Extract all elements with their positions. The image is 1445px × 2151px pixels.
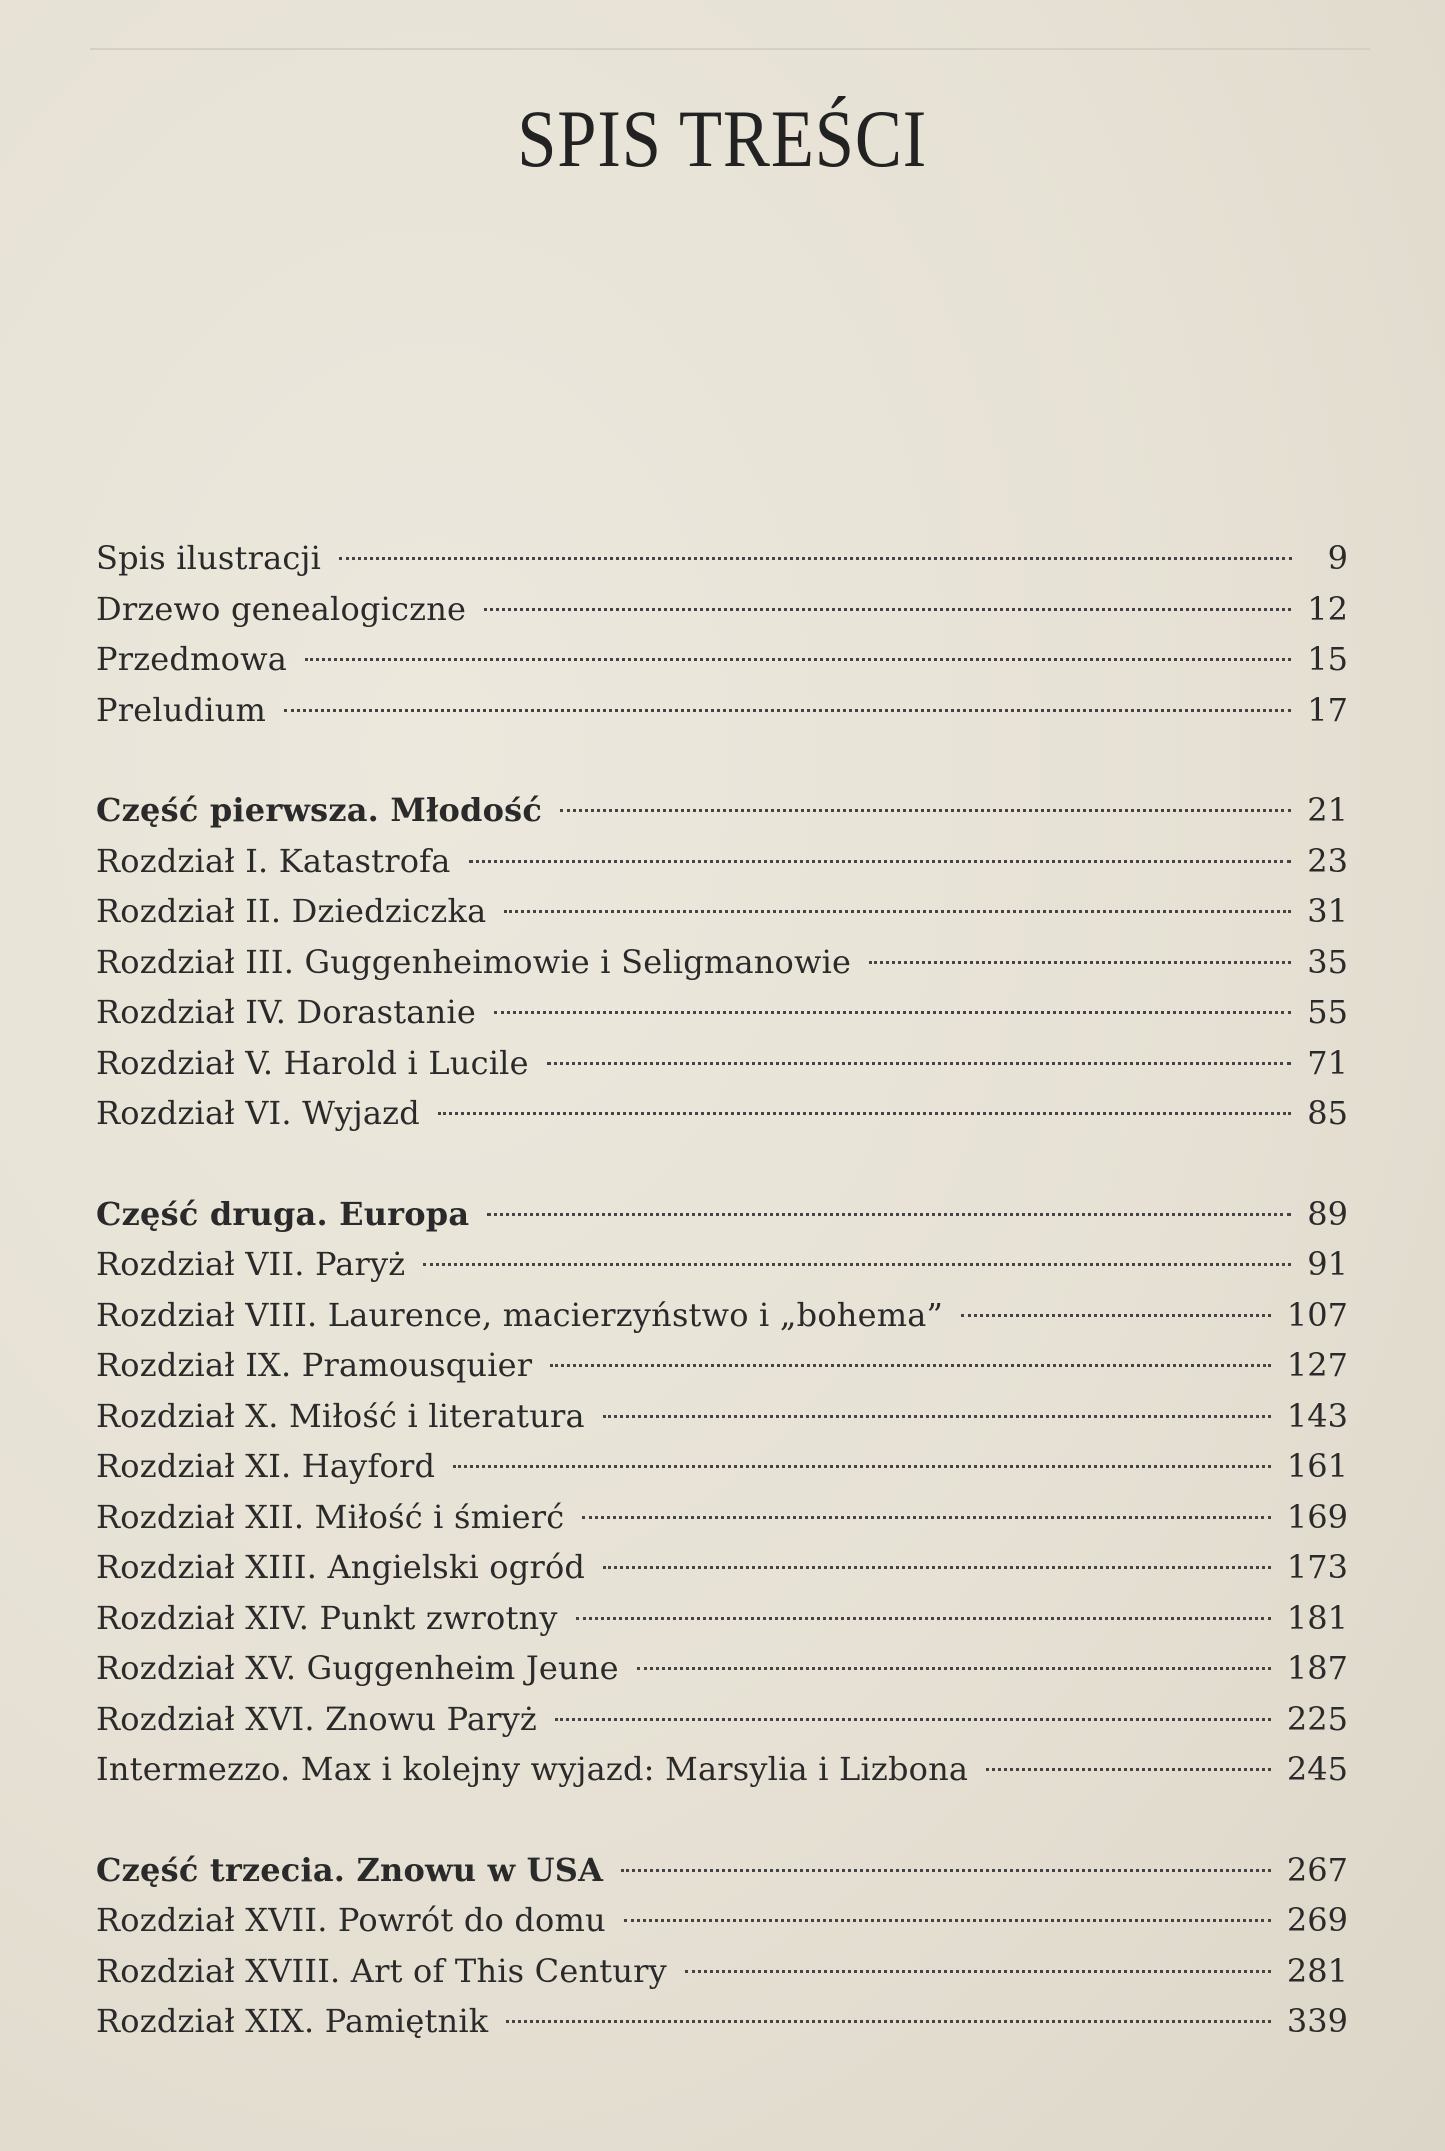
toc-entry-label: Rozdział XII. Miłość i śmierć (96, 1497, 565, 1536)
dot-leader (504, 910, 1291, 913)
dot-leader (986, 1768, 1271, 1771)
toc-page-number: 12 (1307, 589, 1348, 628)
toc-entry-label: Rozdział XIII. Angielski ogród (96, 1548, 586, 1586)
toc-entry-label: Rozdział XI. Hayford (96, 1447, 436, 1485)
dot-leader (438, 1112, 1291, 1115)
toc-page-number: 169 (1286, 1497, 1348, 1536)
toc-entry-label: Rozdział XVI. Znowu Paryż (96, 1699, 537, 1738)
toc-page-number: 281 (1286, 1951, 1348, 1990)
dot-leader (624, 1919, 1271, 1922)
toc-entry (96, 533, 1348, 584)
toc-entry (96, 1290, 1348, 1341)
toc-entry (96, 1895, 1348, 1946)
dot-leader (339, 557, 1292, 560)
table-of-contents (96, 533, 1348, 2097)
toc-entry (96, 1038, 1348, 1089)
toc-page-number: 173 (1286, 1548, 1348, 1586)
toc-entry-label: Rozdział VII. Paryż (96, 1245, 406, 1283)
toc-entry (96, 987, 1348, 1038)
toc-page-number: 127 (1286, 1346, 1348, 1384)
toc-page-number: 161 (1286, 1447, 1348, 1485)
toc-part-heading (96, 1845, 1348, 1896)
toc-part-heading (96, 785, 1348, 836)
page-title: SPIS TREŚCI (517, 93, 928, 184)
toc-section (96, 533, 1348, 735)
toc-entry-label: Rozdział II. Dziedziczka (96, 892, 487, 930)
toc-entry-label: Część druga. Europa (96, 1194, 470, 1233)
toc-page-number: 181 (1286, 1598, 1348, 1637)
toc-section (96, 785, 1348, 1139)
toc-page-number: 55 (1307, 993, 1348, 1031)
toc-page-number: 245 (1286, 1750, 1348, 1788)
toc-page-number: 71 (1307, 1043, 1348, 1082)
toc-entry (96, 1643, 1348, 1694)
dot-leader (869, 961, 1291, 964)
toc-page-number: 267 (1286, 1850, 1348, 1889)
toc-entry-label: Rozdział X. Miłość i literatura (96, 1396, 585, 1435)
dot-leader (305, 658, 1291, 661)
toc-entry-label: Rozdział V. Harold i Lucile (96, 1043, 529, 1082)
toc-entry-label: Część pierwsza. Młodość (96, 791, 543, 829)
toc-entry-label: Rozdział IV. Dorastanie (96, 993, 476, 1031)
dot-leader (603, 1566, 1271, 1569)
toc-page-number: 31 (1307, 892, 1348, 930)
toc-entry (96, 584, 1348, 635)
toc-entry (96, 1340, 1348, 1391)
toc-page-number: 107 (1286, 1295, 1348, 1334)
toc-page-number: 9 (1327, 539, 1348, 577)
dot-leader (547, 1062, 1292, 1065)
toc-entry-label: Rozdział XV. Guggenheim Jeune (96, 1649, 619, 1687)
toc-entry-label: Rozdział III. Guggenheimowie i Seligmanowie (96, 942, 852, 981)
toc-entry (96, 1996, 1348, 2047)
toc-entry-label: Intermezzo. Max i kolejny wyjazd: Marsylia i Lizbona (96, 1750, 969, 1788)
dot-leader (576, 1617, 1271, 1620)
toc-entry-label: Drzewo genealogiczne (96, 589, 467, 628)
dot-leader (506, 2020, 1271, 2023)
dot-leader (637, 1667, 1271, 1670)
toc-entry (96, 1239, 1348, 1290)
top-rule (90, 48, 1370, 50)
toc-page-number: 17 (1307, 690, 1348, 729)
toc-entry (96, 1088, 1348, 1139)
toc-entry-label: Preludium (96, 690, 267, 729)
dot-leader (555, 1718, 1271, 1721)
toc-entry (96, 1391, 1348, 1442)
toc-entry (96, 1744, 1348, 1795)
toc-page-number: 35 (1307, 942, 1348, 981)
toc-page-number: 85 (1307, 1094, 1348, 1132)
dot-leader (603, 1415, 1271, 1418)
toc-entry (96, 836, 1348, 887)
toc-entry (96, 1694, 1348, 1745)
dot-leader (582, 1516, 1271, 1519)
toc-entry-label: Rozdział XVIII. Art of This Century (96, 1951, 667, 1990)
dot-leader (685, 1970, 1271, 1973)
dot-leader (550, 1364, 1271, 1367)
dot-leader (487, 1213, 1291, 1216)
toc-page-number: 21 (1307, 791, 1348, 829)
toc-entry (96, 937, 1348, 988)
toc-entry-label: Rozdział XVII. Powrót do domu (96, 1901, 606, 1939)
toc-entry-label: Rozdział VIII. Laurence, macierzyństwo i „bohema” (96, 1295, 944, 1334)
toc-page-number: 269 (1286, 1901, 1348, 1939)
toc-entry (96, 685, 1348, 736)
toc-page-number: 187 (1286, 1649, 1348, 1687)
toc-entry-label: Rozdział I. Katastrofa (96, 841, 451, 880)
toc-entry-label: Rozdział XIV. Punkt zwrotny (96, 1598, 558, 1637)
toc-entry (96, 1492, 1348, 1543)
toc-entry-label: Przedmowa (96, 640, 287, 678)
toc-entry-label: Rozdział IX. Pramousquier (96, 1346, 533, 1384)
toc-entry-label: Rozdział VI. Wyjazd (96, 1094, 420, 1132)
toc-entry (96, 1441, 1348, 1492)
dot-leader (494, 1011, 1291, 1014)
toc-entry-label: Rozdział XIX. Pamiętnik (96, 2002, 489, 2040)
toc-part-heading (96, 1189, 1348, 1240)
dot-leader (621, 1869, 1271, 1872)
toc-entry (96, 1593, 1348, 1644)
dot-leader (284, 709, 1291, 712)
toc-entry-label: Spis ilustracji (96, 539, 322, 577)
toc-section (96, 1845, 1348, 2047)
dot-leader (453, 1465, 1271, 1468)
toc-page-number: 225 (1286, 1699, 1348, 1738)
toc-section (96, 1189, 1348, 1795)
toc-page-number: 91 (1307, 1245, 1348, 1283)
toc-entry (96, 634, 1348, 685)
toc-entry-label: Część trzecia. Znowu w USA (96, 1850, 604, 1889)
dot-leader (469, 860, 1292, 863)
toc-page-number: 339 (1286, 2002, 1348, 2040)
toc-entry (96, 886, 1348, 937)
dot-leader (961, 1314, 1271, 1317)
toc-entry (96, 1542, 1348, 1593)
dot-leader (484, 608, 1291, 611)
toc-page-number: 15 (1307, 640, 1348, 678)
toc-page-number: 23 (1307, 841, 1348, 880)
toc-page-number: 89 (1307, 1194, 1348, 1233)
toc-entry (96, 1946, 1348, 1997)
dot-leader (423, 1263, 1291, 1266)
dot-leader (560, 809, 1291, 812)
toc-page-number: 143 (1286, 1396, 1348, 1435)
